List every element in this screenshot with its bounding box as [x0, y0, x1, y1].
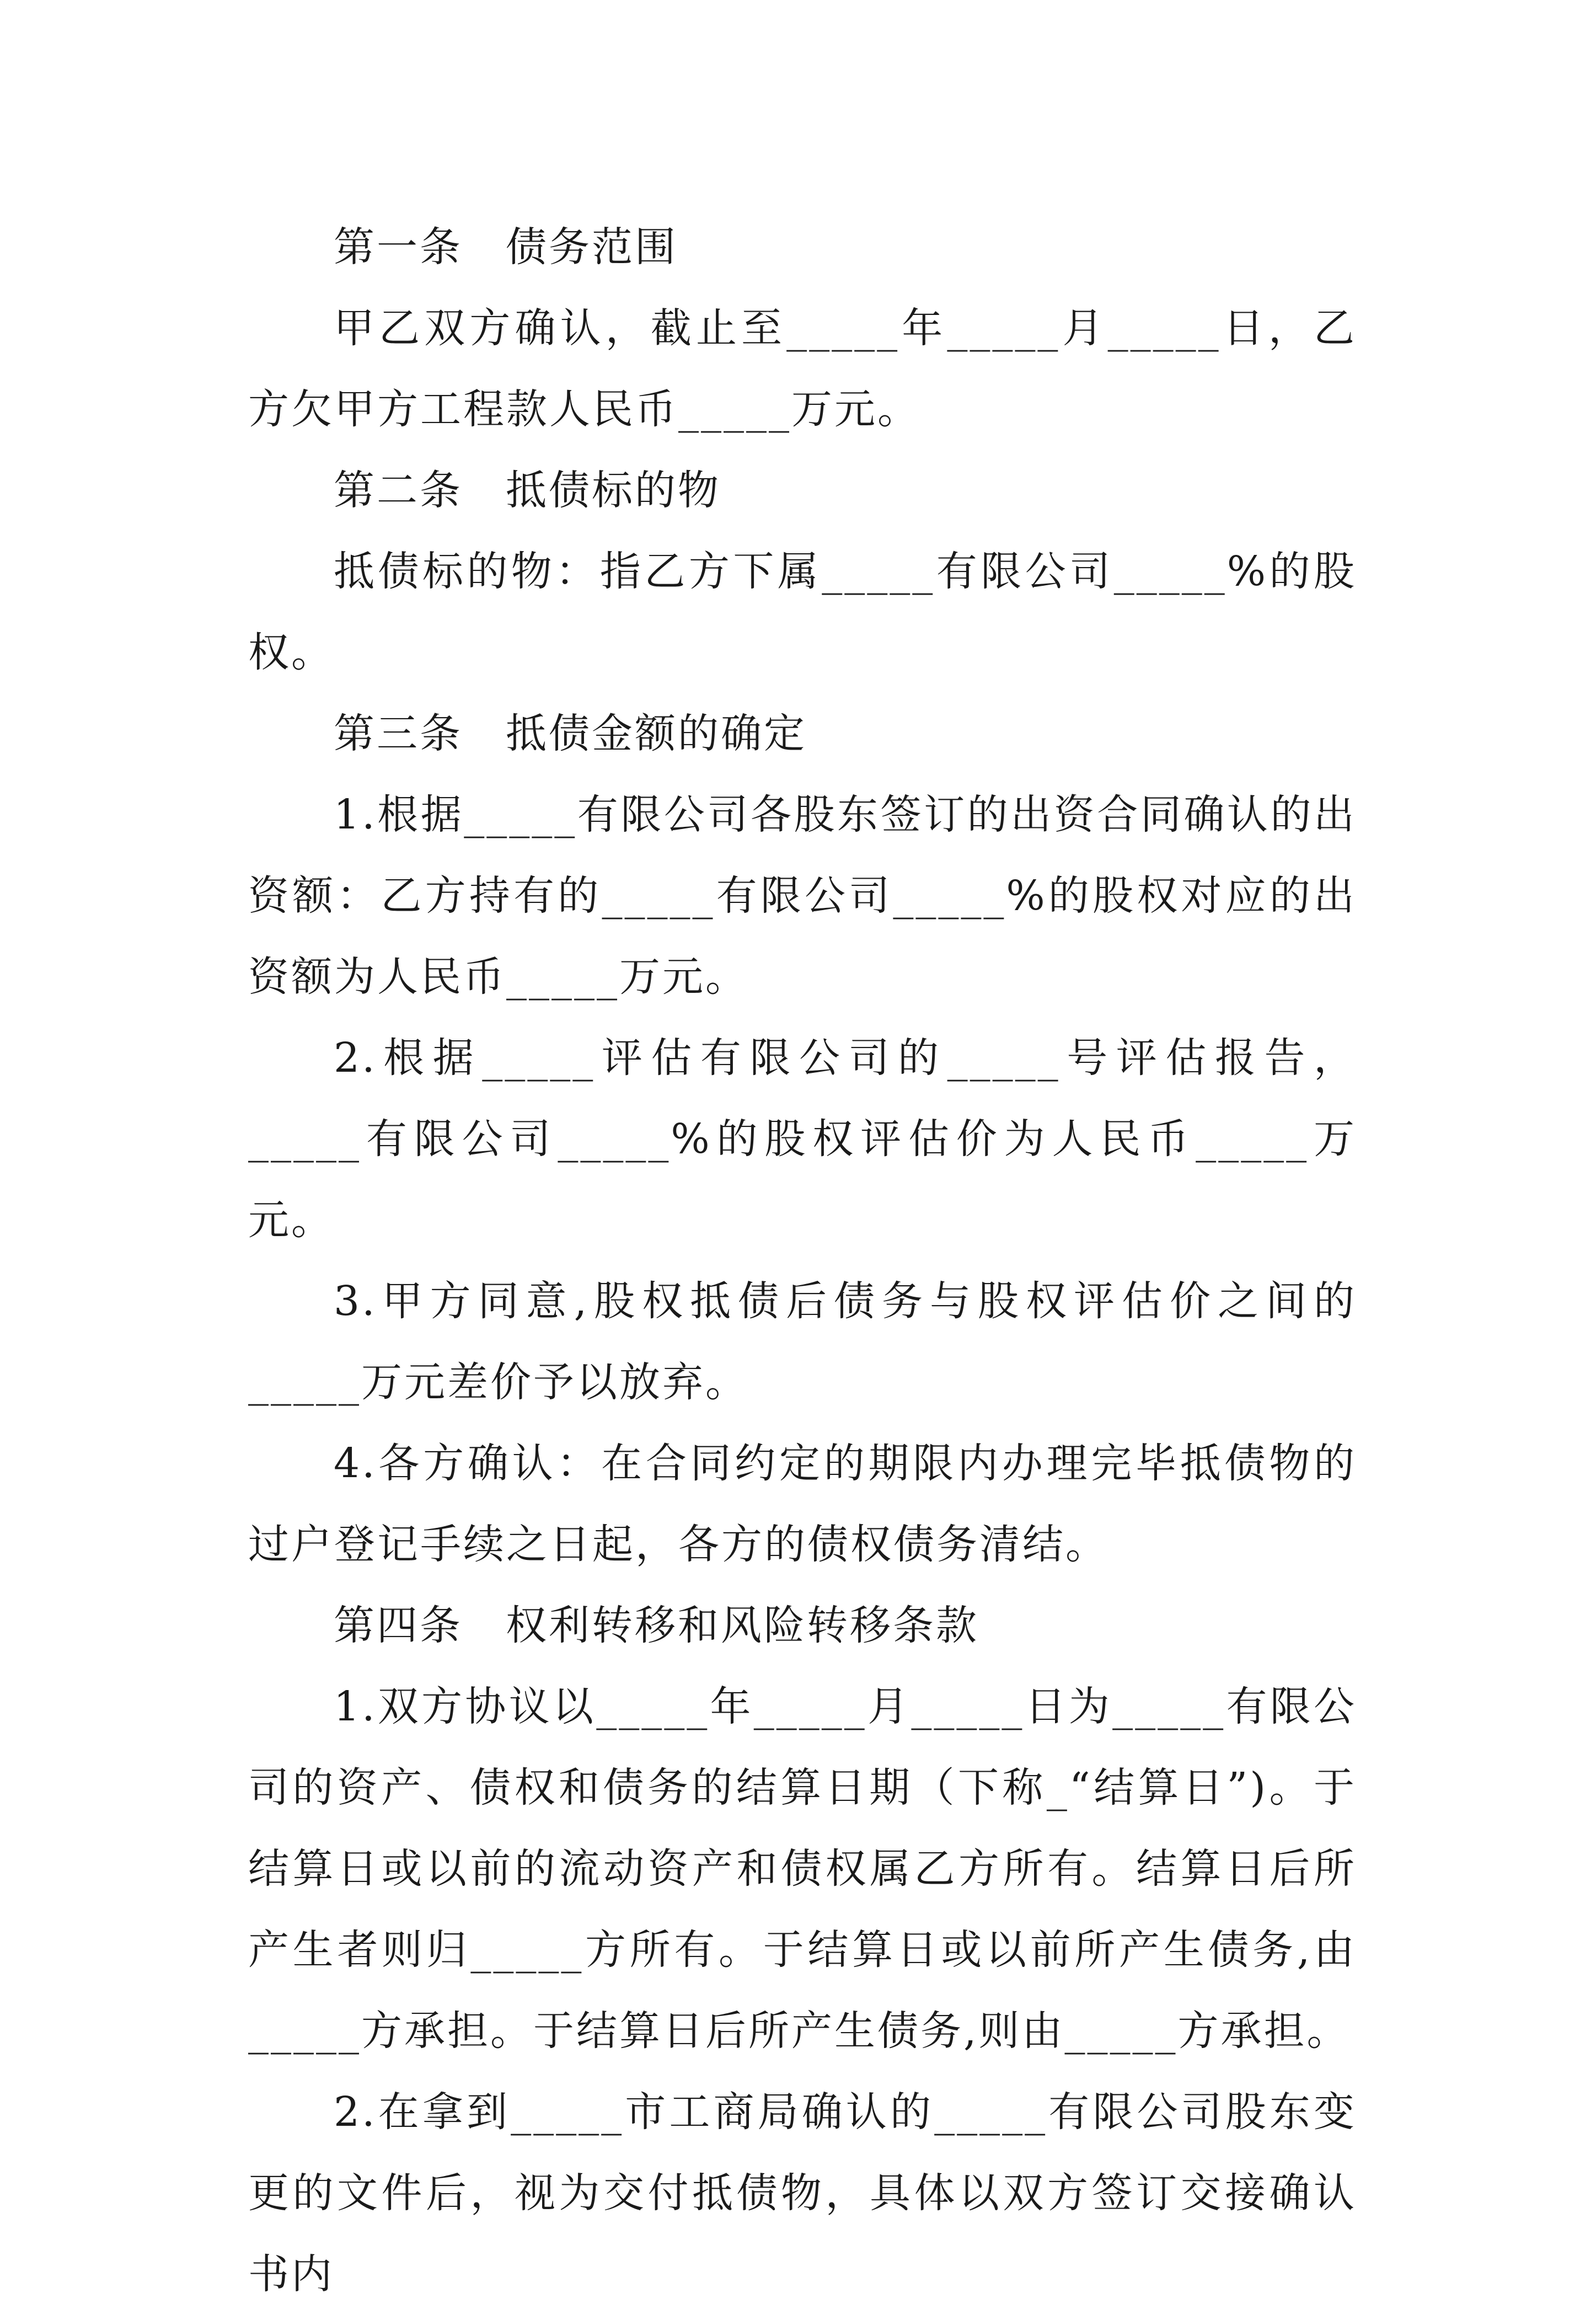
article-4-item-1: 1.双方协议以_____年_____月_____日为_____有限公司的资产、债权和债务的结算日期（下称_“结算日”)。于结算日或以前的流动资产和债权属乙方所有。结算日后所产生者则归_____方所有。于结算日或以前所产生债务,由_____方承担。于结算日后所产生债务,则由_____方承担。 [248, 1683, 1357, 2055]
article-2-heading: 第二条 抵债标的物 [334, 467, 721, 514]
article-3-item-4: 4.各方确认：在合同约定的期限内办理完毕抵债物的过户登记手续之日起，各方的债权债务清结。 [248, 1440, 1357, 1568]
article-3-heading: 第三条 抵债金额的确定 [334, 710, 807, 757]
article-4-item-2: 2.在拿到_____市工商局确认的_____有限公司股东变更的文件后，视为交付抵债物，具体以双方签订交接确认书内 [248, 2088, 1357, 2298]
document-body [248, 207, 1357, 2315]
article-1-heading: 第一条 债务范围 [334, 223, 678, 271]
article-1-text: 甲乙双方确认，截止至_____年_____月_____日，乙方欠甲方工程款人民币_____万元。 [248, 304, 1357, 433]
article-2-text: 抵债标的物：指乙方下属_____有限公司_____%的股权。 [248, 548, 1357, 676]
article-4-heading: 第四条 权利转移和风险转移条款 [334, 1602, 979, 1649]
article-3-item-1: 1.根据_____有限公司各股东签订的出资合同确认的出资额：乙方持有的_____有限公司_____%的股权对应的出资额为人民币_____万元。 [248, 791, 1357, 1001]
article-3-item-2: 2.根据_____评估有限公司的_____号评估报告，_____有限公司_____%的股权评估价为人民币_____万元。 [248, 1034, 1357, 1244]
article-3-item-3: 3.甲方同意,股权抵债后债务与股权评估价之间的_____万元差价予以放弃。 [248, 1277, 1357, 1406]
